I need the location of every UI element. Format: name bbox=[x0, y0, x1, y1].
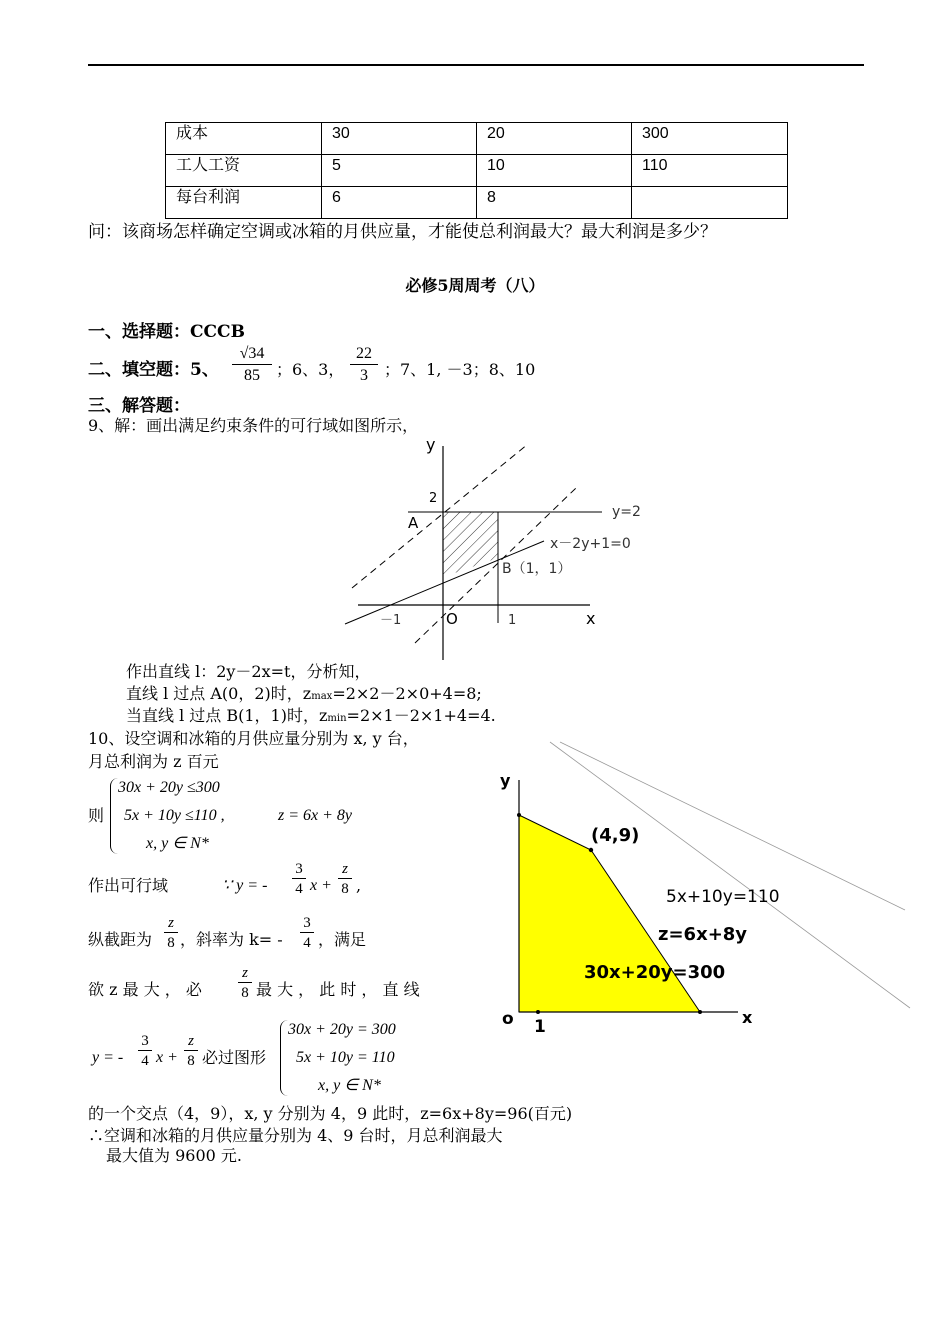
system1-line2: 5x + 10y ≤110 , bbox=[124, 807, 225, 824]
q10-then: 则 bbox=[88, 806, 105, 825]
fraction-z-8 bbox=[164, 914, 178, 953]
fraction-denominator: 4 bbox=[292, 878, 306, 899]
fraction-denominator: 8 bbox=[238, 982, 252, 1003]
comma: , bbox=[356, 876, 362, 895]
line-5x-10y-label: 5x+10y=110 bbox=[666, 887, 780, 907]
feasible-label: 作出可行域 bbox=[88, 876, 169, 895]
x-axis-label: x bbox=[742, 1008, 753, 1027]
fraction-22-3 bbox=[350, 344, 378, 387]
fraction-3-4 bbox=[138, 1032, 152, 1071]
table-cell: 300 bbox=[632, 123, 788, 155]
slope-label: ，斜率为 k= - bbox=[180, 930, 283, 949]
part2-tail: ；7、1, －3；8、10 bbox=[384, 360, 536, 379]
fraction-numerator: 3 bbox=[141, 1033, 149, 1049]
satisfy-label: ，满足 bbox=[318, 930, 367, 949]
table-cell: 每台利润 bbox=[166, 187, 322, 219]
tick-1: 1 bbox=[534, 1017, 546, 1037]
vertex-optimum bbox=[589, 848, 593, 852]
cost-table bbox=[165, 122, 788, 219]
q9-line2-pre: 直线 l 过点 A(0，2)时，z bbox=[126, 684, 312, 703]
line-equation-label: x－2y+1=0 bbox=[550, 536, 631, 552]
want-max-post: 最 大 ， 此 时 ， 直 线 bbox=[256, 980, 420, 999]
q9-line3-post: =2×1－2×1+4=4. bbox=[346, 706, 496, 725]
table-cell: 20 bbox=[477, 123, 632, 155]
system1-line3: x, y ∈ N* bbox=[146, 835, 209, 852]
part2-label: 二、填空题：5、 bbox=[88, 360, 219, 380]
vertex bbox=[517, 813, 521, 817]
system2-line3: x, y ∈ N* bbox=[318, 1077, 381, 1094]
fraction-denominator: 8 bbox=[184, 1050, 198, 1071]
q9-line2 bbox=[126, 684, 482, 707]
fraction-z-8 bbox=[338, 860, 352, 899]
fraction-z-8 bbox=[238, 964, 252, 1003]
conclusion-line1: ∴空调和冰箱的月供应量分别为 4、9 台时，月总利润最大 bbox=[88, 1126, 503, 1145]
table-row bbox=[166, 155, 788, 187]
x-plus: x + bbox=[310, 877, 332, 894]
objective-function: z = 6x + 8y bbox=[278, 807, 353, 824]
fraction-z-8 bbox=[184, 1032, 198, 1071]
fraction-denominator: 4 bbox=[138, 1050, 152, 1071]
q9-line2-post: =2×2－2×0+4=8; bbox=[332, 684, 482, 703]
section-title: 必修5周周考（八） bbox=[405, 276, 545, 295]
q9-feasible-region-graph bbox=[340, 428, 660, 663]
fraction-numerator: 3 bbox=[303, 915, 311, 931]
fraction-sqrt34-85 bbox=[232, 344, 272, 387]
table-cell: 10 bbox=[477, 155, 632, 187]
fraction-denominator: 4 bbox=[300, 932, 314, 953]
table-row bbox=[166, 123, 788, 155]
part1-answers: 一、选择题：CCCB bbox=[88, 322, 245, 342]
tick-1: 1 bbox=[508, 613, 517, 628]
fraction-denominator: 8 bbox=[164, 932, 178, 953]
vertex bbox=[698, 1010, 702, 1014]
part2-mid: ；6、3， bbox=[276, 360, 345, 379]
point-b-label: B（1，1） bbox=[502, 561, 572, 577]
table-cell: 30 bbox=[322, 123, 477, 155]
hatched-region bbox=[443, 512, 498, 577]
table-cell: 5 bbox=[322, 155, 477, 187]
y-axis-label: y bbox=[426, 435, 436, 454]
through-label: 必过图形 bbox=[202, 1048, 267, 1067]
part3-label: 三、解答题： bbox=[88, 396, 190, 416]
fraction-numerator: 22 bbox=[356, 345, 372, 362]
fraction-numerator: z bbox=[342, 861, 348, 877]
header-rule bbox=[88, 64, 864, 66]
q9-intro: 9、解：画出满足约束条件的可行域如图所示， bbox=[88, 416, 419, 435]
intercept-label: 纵截距为 bbox=[88, 930, 153, 949]
x-plus: x + bbox=[156, 1049, 178, 1066]
y-axis-label: y bbox=[500, 771, 511, 790]
fraction-numerator: 3 bbox=[295, 861, 303, 877]
line-y-eq: y = - bbox=[92, 1049, 124, 1066]
fraction-numerator: z bbox=[242, 965, 248, 981]
table-row bbox=[166, 187, 788, 219]
fraction-denominator: 85 bbox=[232, 364, 272, 387]
table-cell: 6 bbox=[322, 187, 477, 219]
table-cell bbox=[632, 187, 788, 219]
origin-label: o bbox=[502, 1009, 514, 1029]
point-4-9-label: (4,9) bbox=[591, 825, 640, 846]
line-y2-label: y=2 bbox=[612, 504, 641, 520]
tick-2: 2 bbox=[429, 491, 438, 506]
q10-line2: 月总利润为 z 百元 bbox=[88, 752, 219, 771]
table-cell: 110 bbox=[632, 155, 788, 187]
fraction-numerator: √34 bbox=[239, 345, 265, 362]
q9-line2-sub: max bbox=[311, 691, 333, 702]
q10-feasible-region-graph bbox=[490, 740, 920, 1040]
system1-line1: 30x + 20y ≤300 bbox=[118, 779, 220, 796]
intersection-line: 的一个交点（4，9），x, y 分别为 4，9 此时，z=6x+8y=96(百元) bbox=[88, 1104, 573, 1123]
q9-line3-sub: min bbox=[327, 713, 347, 724]
table-cell: 工人工资 bbox=[166, 155, 322, 187]
fraction-denominator: 8 bbox=[338, 878, 352, 899]
table-cell: 8 bbox=[477, 187, 632, 219]
want-max-pre: 欲 z 最 大 ， 必 bbox=[88, 980, 202, 999]
q9-line3-pre: 当直线 l 过点 B(1，1)时，z bbox=[126, 706, 328, 725]
fraction-3-4 bbox=[300, 914, 314, 953]
tick-mark bbox=[536, 1010, 540, 1014]
fraction-denominator: 3 bbox=[350, 364, 378, 387]
system2-line2: 5x + 10y = 110 bbox=[296, 1049, 395, 1066]
q9-line3 bbox=[126, 706, 496, 729]
fraction-numerator: z bbox=[168, 915, 174, 931]
fraction-numerator: z bbox=[188, 1033, 194, 1049]
q9-line1: 作出直线 l：2y－2x=t，分析知， bbox=[126, 662, 371, 681]
point-a-label: A bbox=[408, 514, 419, 532]
objective-label: z=6x+8y bbox=[658, 924, 748, 945]
because-y: ∵ y = - bbox=[222, 877, 268, 894]
conclusion-line2: 最大值为 9600 元. bbox=[106, 1146, 242, 1165]
origin-label: O bbox=[446, 610, 458, 628]
q10-line1: 10、设空调和冰箱的月供应量分别为 x, y 台， bbox=[88, 729, 419, 748]
tick-neg1: －1 bbox=[380, 613, 402, 628]
x-axis-label: x bbox=[586, 609, 596, 628]
fraction-3-4 bbox=[292, 860, 306, 899]
constraint-label: 30x+20y=300 bbox=[584, 962, 726, 983]
table-cell: 成本 bbox=[166, 123, 322, 155]
question-text: 问：该商场怎样确定空调或冰箱的月供应量，才能使总利润最大？最大利润是多少？ bbox=[88, 222, 717, 242]
system2-line1: 30x + 20y = 300 bbox=[288, 1021, 396, 1038]
